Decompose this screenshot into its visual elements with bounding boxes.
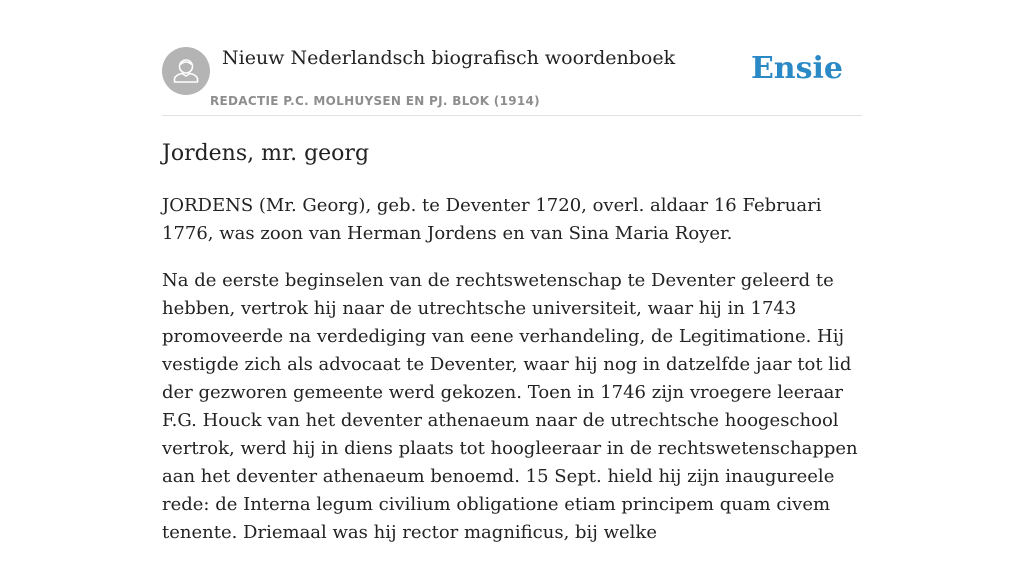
- article-paragraph: Na de eerste beginselen van de rechtswetenschap te Deventer geleerd te hebben, vertrok hij naar de utrechtsche universiteit, waar hij in 1743 promoveerde na verdediging van eene verhandeling, de Legitimatione. Hij vestigde zich als advocaat te Deventer, waar hij nog in datzelfde jaar tot lid der gezworen gemeente werd gekozen. Toen in 1746 zijn vroegere leeraar F.G. Houck van het deventer athenaeum naar de utrechtsche hoogeschool vertrok, werd hij in diens plaats tot hoogleeraar in de rechtswetenschappen aan het deventer athenaeum benoemd. 15 Sept. hield hij zijn inaugureele rede: de Interna legum civilium obligatione etiam principem quam civem tenente. Driemaal was hij rector magnificus, bij welke: [162, 270, 858, 543]
- source-title[interactable]: Nieuw Nederlandsch biografisch woordenboek: [222, 47, 676, 69]
- ensie-logo[interactable]: Ensie: [750, 51, 843, 86]
- user-placeholder-icon: [162, 47, 210, 95]
- source-subtitle: REDACTIE P.C. MOLHUYSEN EN PJ. BLOK (1914): [210, 94, 540, 108]
- source-avatar[interactable]: [162, 47, 210, 95]
- source-header: [162, 0, 862, 116]
- article-title: Jordens, mr. georg: [162, 141, 370, 166]
- article-paragraph: JORDENS (Mr. Georg), geb. te Deventer 1720, overl. aldaar 16 Februari 1776, was zoon van Herman Jordens en van Sina Maria Royer.: [162, 195, 822, 244]
- page: [162, 0, 862, 543]
- article-body: [162, 192, 862, 566]
